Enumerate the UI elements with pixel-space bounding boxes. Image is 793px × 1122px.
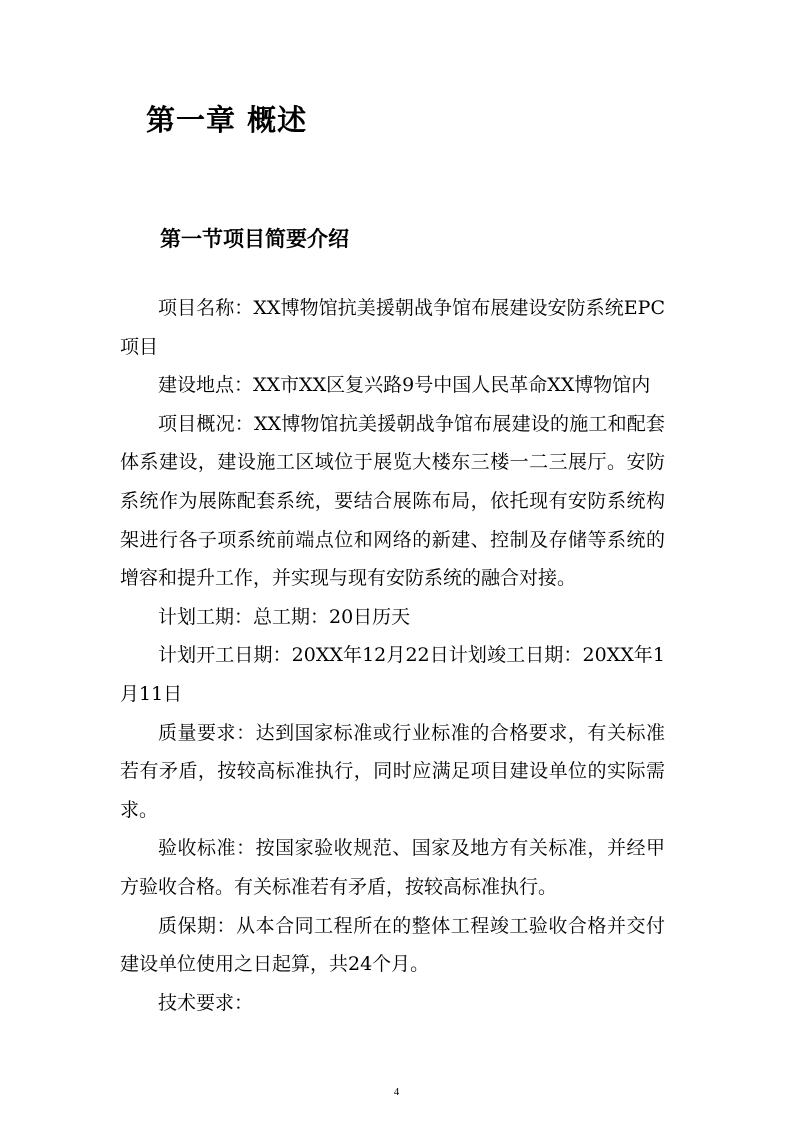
paragraph-schedule: 计划开工日期：20XX年12月22日计划竣工日期：20XX年1月11日: [120, 644, 665, 705]
paragraph-duration: 计划工期：总工期：20日历天: [158, 605, 411, 628]
paragraph-warranty: 质保期：从本合同工程所在的整体工程竣工验收合格并交付建设单位使用之日起算，共24个月。: [120, 914, 665, 976]
paragraph-quality: 质量要求：达到国家标准或行业标准的合格要求，有关标准若有矛盾，按较高标准执行，同时应满足项目建设单位的实际需求。: [120, 721, 665, 821]
paragraph-technical-requirements: 技术要求：: [158, 991, 254, 1014]
section-title: 第一节项目简要介绍: [160, 226, 349, 251]
chapter-title: 第一章 概述: [146, 103, 308, 137]
paragraph-location: 建设地点：XX市XX区复兴路9号中国人民革命XX博物馆内: [158, 374, 651, 397]
body-text: [120, 289, 665, 1022]
paragraph-acceptance: 验收标准：按国家验收规范、国家及地方有关标准，并经甲方验收合格。有关标准若有矛盾，按较高标准执行。: [120, 837, 665, 898]
page-number: 4: [393, 1086, 400, 1098]
paragraph-overview: 项目概况：XX博物馆抗美援朝战争馆布展建设的施工和配套体系建设，建设施工区域位于展览大楼东三楼一二三展厅。安防系统作为展陈配套系统，要结合展陈布局，依托现有安防系统构架进行各子项系统前端点位和网络的新建、控制及存储等系统的增容和提升工作，并实现与现有安防系统的融合对接。: [120, 412, 665, 590]
paragraph-project-name: 项目名称：XX博物馆抗美援朝战争馆布展建设安防系统EPC项目: [120, 297, 665, 358]
